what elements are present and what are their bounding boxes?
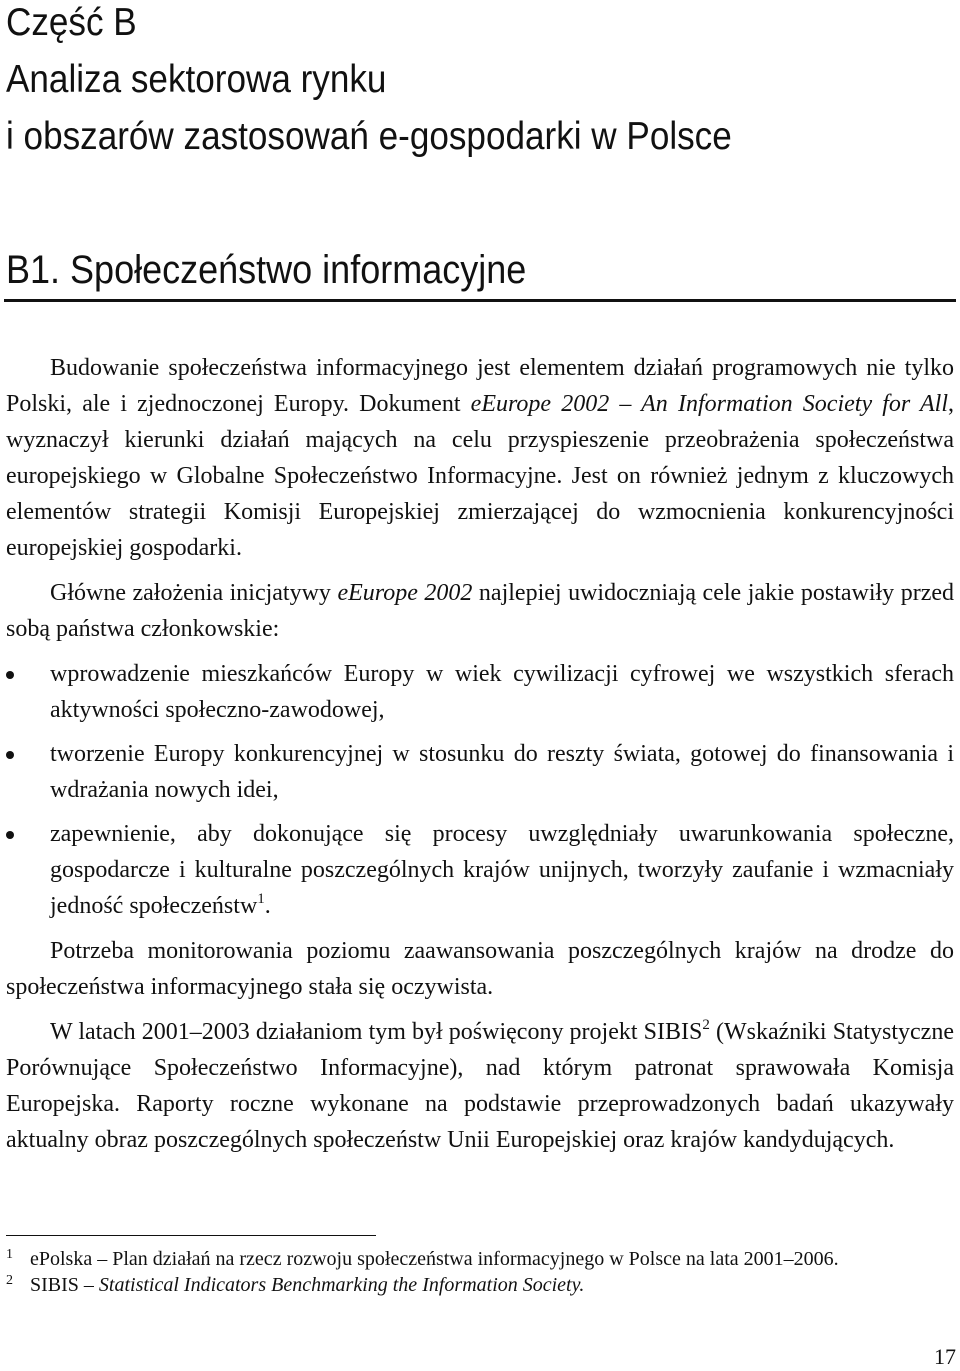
part-title-line-2: Analiza sektorowa rynku <box>6 58 387 101</box>
paragraph-3: Potrzeba monitorowania poziomu zaawansowania poszczególnych krajów na drodze do społeczeństwa informacyjnego stała się oczywista. <box>6 938 954 1000</box>
paragraph-2-text-b: najlepiej uwidoczniają cele jakie postawiły przed sobą państwa członkowskie: <box>6 580 955 642</box>
list-item-text: tworzenie Europy konkurencyjnej w stosunku do reszty świata, gotowej do finansowania i wdrażania nowych idei, <box>50 741 954 803</box>
eeurope-initiative-name: eEurope 2002 <box>337 580 473 606</box>
footnote-term: SIBIS – <box>30 1274 99 1296</box>
list-item <box>6 656 954 728</box>
footnote-separator <box>6 1235 376 1236</box>
list-item-text: wprowadzenie mieszkańców Europy w wiek cywilizacji cyfrowej we wszystkich sferach aktywności społeczno-zawodowej, <box>50 661 954 723</box>
part-title-line-3: i obszarów zastosowań e-gospodarki w Polsce <box>6 115 732 158</box>
footnote-ref-1[interactable]: 1 <box>257 891 265 907</box>
paragraph-1 <box>6 350 954 566</box>
list-item-text: zapewnienie, aby dokonujące się procesy uwzględniały uwarunkowania społeczne, gospodarcze i kulturalne poszczególnych krajów unijnych, tworzyły zaufanie i wzmacniały jedność społeczeństw <box>50 821 954 919</box>
bullet-icon <box>6 751 14 759</box>
list-item-end: . <box>264 893 271 919</box>
goals-list <box>6 656 954 924</box>
footnote-2 <box>6 1272 954 1298</box>
page-number: 17 <box>934 1344 956 1369</box>
chapter-title: B1. Społeczeństwo informacyjne <box>6 248 527 292</box>
paragraph-1-text-b: , wyznaczył kierunki działań mających na celu przyspieszenie przeobrażenia społeczeństwa europejskiego w Globalne Społeczeństwo Informacyjne. Jest on również jednym z kluczowych elementów strategii Komisji Europejskiej zmierzającej do wzmocnienia konkurencyjności europejskiej gospodarki. <box>6 391 954 561</box>
footnote-ref-2[interactable]: 2 <box>702 1017 710 1033</box>
footnote-term: ePolska <box>30 1248 93 1270</box>
footnote-number: 1 <box>6 1247 13 1262</box>
footnote-text: – Plan działań na rzecz rozwoju społeczeństwa informacyjnego w Polsce na lata 2001–2006. <box>92 1248 839 1270</box>
part-title <box>6 0 861 165</box>
list-item <box>6 816 954 924</box>
footnote-1 <box>6 1246 954 1272</box>
paragraph-1-text-a: Budowanie społeczeństwa informacyjnego jest elementem działań programowych nie tylko Polski, ale i zjednoczonej Europy. Dokument <box>6 355 954 417</box>
paragraph-2 <box>6 575 954 647</box>
paragraph-2-text-a: Główne założenia inicjatywy <box>50 580 338 606</box>
paragraph-4 <box>6 1014 954 1158</box>
bullet-icon <box>6 831 14 839</box>
list-item <box>6 736 954 808</box>
bullet-icon <box>6 671 14 679</box>
part-title-line-1: Część B <box>6 1 137 44</box>
paragraph-4-text-a: W latach 2001–2003 działaniom tym był poświęcony projekt SIBIS <box>50 1019 703 1045</box>
paragraph-4-text-b: (Wskaźniki Statystyczne Porównujące Społeczeństwo Informacyjne), nad którym patronat sprawowała Komisja Europejska. Raporty roczne wykonane na podstawie przeprowadzonych badań ukazywały aktualny obraz poszczególnych społeczeństw Unii Europejskiej oraz krajów kandydujących. <box>6 1019 954 1153</box>
body-text <box>6 350 954 1167</box>
footnote-text: Statistical Indicators Benchmarking the Information Society. <box>98 1274 585 1296</box>
footnotes <box>6 1246 954 1298</box>
footnote-number: 2 <box>6 1273 13 1288</box>
eeurope-document-title: eEurope 2002 – An Information Society for All <box>470 391 948 417</box>
chapter-title-rule <box>4 299 956 302</box>
